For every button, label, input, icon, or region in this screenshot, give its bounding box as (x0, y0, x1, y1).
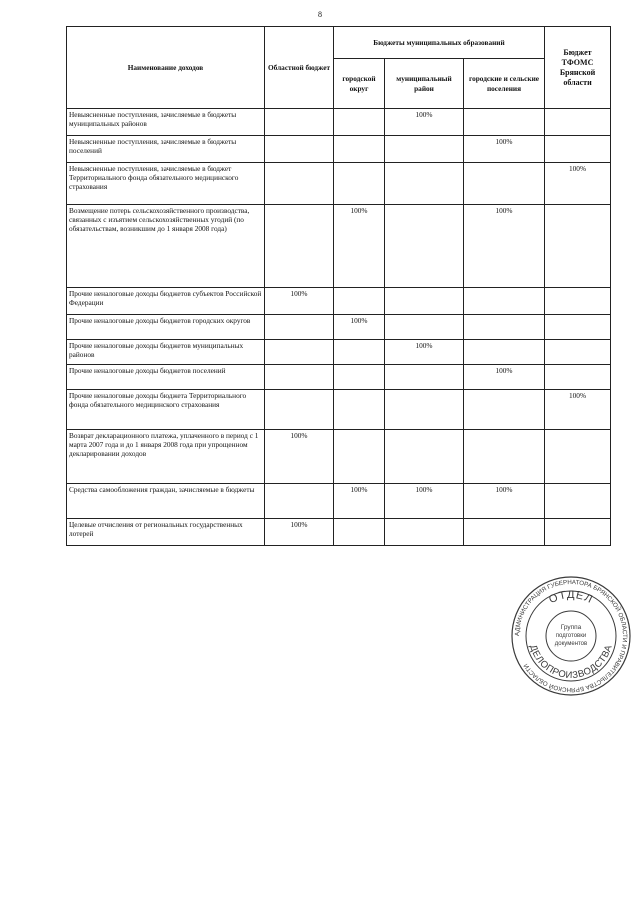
revenue-name-cell: Возврат декларационного платежа, уплаченного в период с 1 марта 2007 года и до 1 января 2008 года при упрощенном декларировании доходов (67, 430, 265, 484)
share-cell-regional (265, 340, 334, 365)
share-cell-district (385, 390, 464, 430)
share-cell-settlements (464, 315, 545, 340)
share-cell-city (334, 136, 385, 163)
header-settlements: городские и сельские поселения (464, 59, 545, 109)
share-cell-district (385, 365, 464, 390)
share-cell-district: 100% (385, 484, 464, 519)
revenue-distribution-table (66, 26, 611, 546)
share-cell-settlements: 100% (464, 136, 545, 163)
header-revenue-name: Наименование доходов (67, 27, 265, 109)
share-cell-city (334, 365, 385, 390)
table-row (67, 430, 611, 484)
svg-text:ДЕЛОПРОИЗВОДСТВА (527, 643, 615, 681)
share-cell-tfoms (545, 519, 611, 546)
share-cell-district (385, 315, 464, 340)
share-cell-district: 100% (385, 340, 464, 365)
share-cell-regional (265, 205, 334, 288)
svg-text:ОТДЕЛ (547, 589, 595, 606)
table-row (67, 340, 611, 365)
table-row (67, 288, 611, 315)
share-cell-district (385, 288, 464, 315)
table-row (67, 109, 611, 136)
revenue-name-cell: Прочие неналоговые доходы бюджетов муниципальных районов (67, 340, 265, 365)
share-cell-tfoms (545, 315, 611, 340)
header-city-district: городской округ (334, 59, 385, 109)
stamp-center-line-3: документов (554, 641, 588, 647)
share-cell-district: 100% (385, 109, 464, 136)
stamp-center-line-1: Группа (560, 624, 582, 631)
stamp-inner-top: ОТДЕЛ (547, 588, 595, 607)
share-cell-tfoms: 100% (545, 390, 611, 430)
share-cell-tfoms (545, 136, 611, 163)
header-regional-budget: Областной бюджет (265, 27, 334, 109)
header-municipal-budgets: Бюджеты муниципальных образований (334, 27, 545, 59)
table-row (67, 136, 611, 163)
share-cell-regional: 100% (265, 430, 334, 484)
share-cell-regional (265, 390, 334, 430)
header-municipal-district: муниципальный район (385, 59, 464, 109)
page-number: 8 (318, 10, 322, 19)
share-cell-city: 100% (334, 205, 385, 288)
table-row (67, 163, 611, 205)
share-cell-city (334, 430, 385, 484)
share-cell-district (385, 205, 464, 288)
share-cell-city: 100% (334, 484, 385, 519)
share-cell-tfoms (545, 430, 611, 484)
share-cell-regional (265, 315, 334, 340)
share-cell-settlements (464, 390, 545, 430)
share-cell-tfoms (545, 205, 611, 288)
share-cell-regional (265, 365, 334, 390)
share-cell-city (334, 109, 385, 136)
header-tfoms-budget: Бюджет ТФОМС Брянской области (545, 27, 611, 109)
revenue-name-cell: Целевые отчисления от региональных государственных лотерей (67, 519, 265, 546)
revenue-name-cell: Прочие неналоговые доходы бюджетов городских округов (67, 315, 265, 340)
share-cell-settlements (464, 519, 545, 546)
stamp-inner-bottom: ДЕЛОПРОИЗВОДСТВА (527, 643, 615, 682)
share-cell-city (334, 340, 385, 365)
share-cell-district (385, 430, 464, 484)
table-row (67, 519, 611, 546)
revenue-name-cell: Невыясненные поступления, зачисляемые в бюджеты поселений (67, 136, 265, 163)
share-cell-city: 100% (334, 315, 385, 340)
revenue-name-cell: Невыясненные поступления, зачисляемые в бюджет Территориального фонда обязательного медицинского страхования (67, 163, 265, 205)
table-body (67, 109, 611, 546)
department-stamp (510, 575, 632, 697)
share-cell-city (334, 163, 385, 205)
table-row (67, 365, 611, 390)
share-cell-settlements (464, 109, 545, 136)
share-cell-tfoms (545, 365, 611, 390)
share-cell-district (385, 163, 464, 205)
table-row (67, 390, 611, 430)
revenue-name-cell: Возмещение потерь сельскохозяйственного производства, связанных с изъятием сельскохозяйственных угодий (по обязательствам, возникшим до 1 января 2008 года) (67, 205, 265, 288)
share-cell-tfoms (545, 109, 611, 136)
share-cell-regional (265, 136, 334, 163)
table-row (67, 484, 611, 519)
share-cell-settlements: 100% (464, 484, 545, 519)
share-cell-district (385, 136, 464, 163)
stamp-center-line-2: подготовки (555, 633, 587, 639)
share-cell-settlements: 100% (464, 205, 545, 288)
revenue-name-cell: Прочие неналоговые доходы бюджетов субъектов Российской Федерации (67, 288, 265, 315)
share-cell-district (385, 519, 464, 546)
share-cell-regional (265, 163, 334, 205)
revenue-name-cell: Средства самообложения граждан, зачисляемые в бюджеты (67, 484, 265, 519)
share-cell-tfoms (545, 288, 611, 315)
table-row (67, 315, 611, 340)
share-cell-settlements: 100% (464, 365, 545, 390)
share-cell-regional: 100% (265, 519, 334, 546)
table-row (67, 205, 611, 288)
share-cell-regional (265, 109, 334, 136)
revenue-name-cell: Прочие неналоговые доходы бюджетов поселений (67, 365, 265, 390)
share-cell-city (334, 390, 385, 430)
share-cell-city (334, 519, 385, 546)
share-cell-settlements (464, 340, 545, 365)
share-cell-city (334, 288, 385, 315)
stamp-outer-text: АДМИНИСТРАЦИЯ ГУБЕРНАТОРА БРЯНСКОЙ ОБЛАСТИ И ПРАВИТЕЛЬСТВА БРЯНСКОЙ ОБЛАСТИ (513, 578, 629, 694)
share-cell-regional: 100% (265, 288, 334, 315)
share-cell-tfoms (545, 340, 611, 365)
share-cell-tfoms (545, 484, 611, 519)
share-cell-settlements (464, 163, 545, 205)
share-cell-settlements (464, 288, 545, 315)
share-cell-regional (265, 484, 334, 519)
share-cell-settlements (464, 430, 545, 484)
revenue-name-cell: Прочие неналоговые доходы бюджета Территориального фонда обязательного медицинского страхования (67, 390, 265, 430)
share-cell-tfoms: 100% (545, 163, 611, 205)
revenue-name-cell: Невыясненные поступления, зачисляемые в бюджеты муниципальных районов (67, 109, 265, 136)
